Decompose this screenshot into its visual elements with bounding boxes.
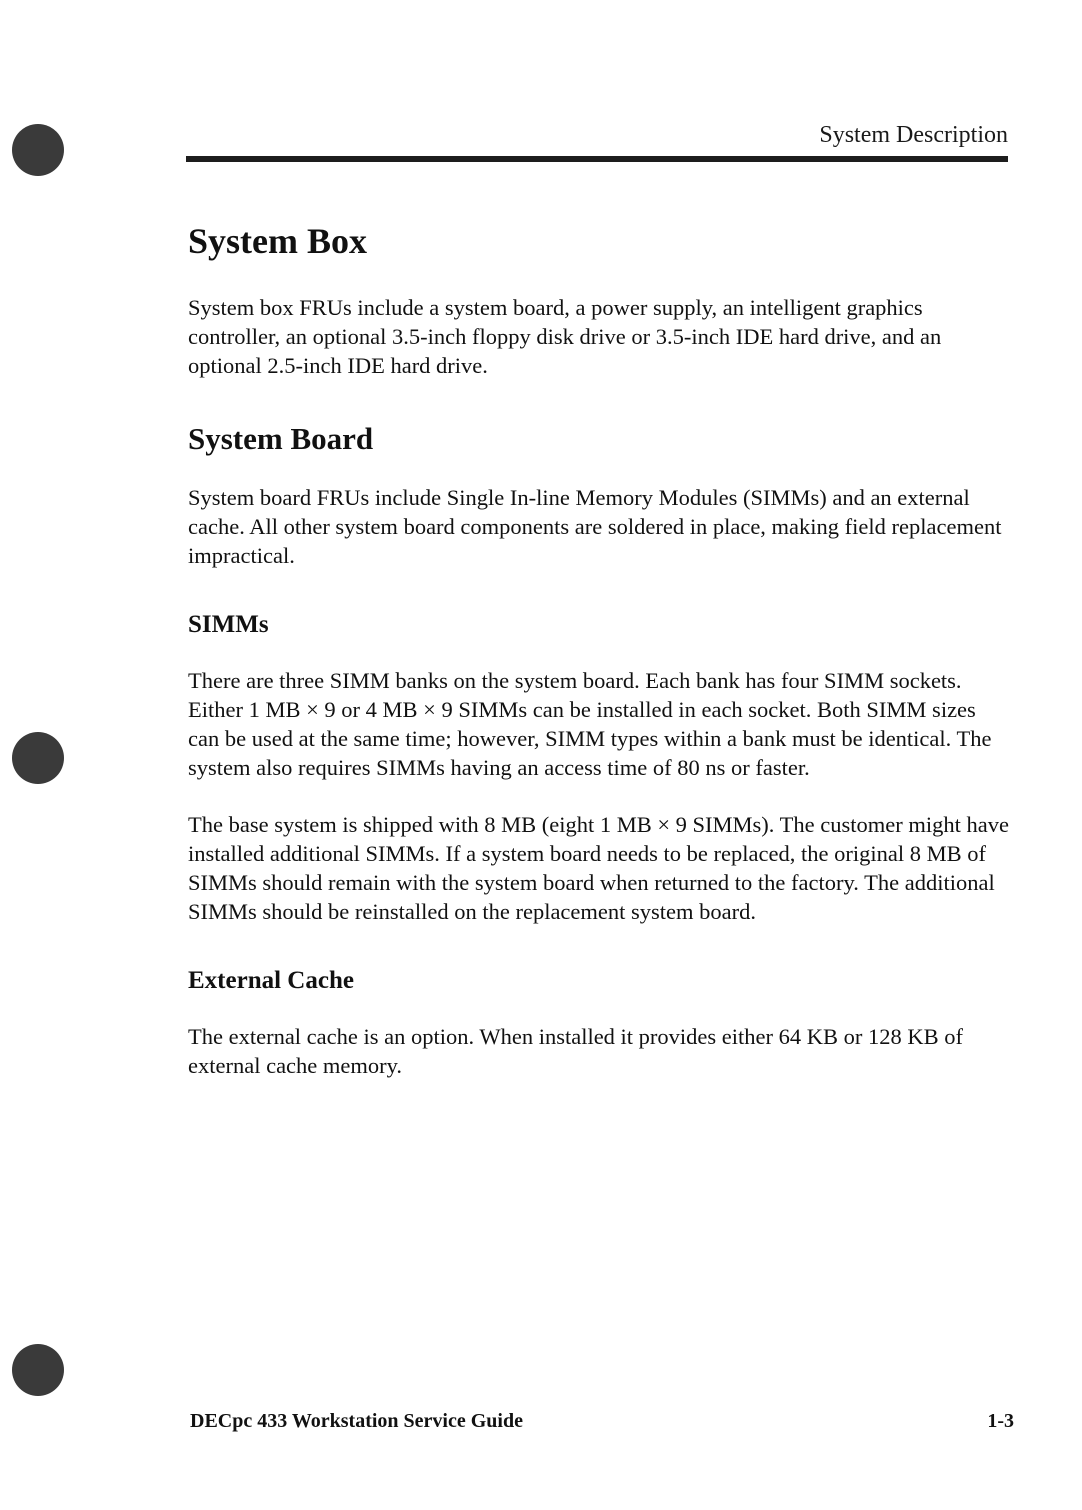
system-board-paragraph: System board FRUs include Single In-line Memory Modules (SIMMs) and an external cache. All other system board components are soldered in place, making field replacement impractical. [188,485,1002,569]
footer-page-number: 1-3 [987,1410,1014,1432]
binder-hole-bottom [12,1344,64,1396]
system-board-heading: System Board [188,421,374,457]
system-box-paragraph: System box FRUs include a system board, a power supply, an intelligent graphics controller, an optional 3.5-inch floppy disk drive or 3.5-inch IDE hard drive, and an optional 2.5-inch IDE hard drive. [188,295,942,379]
binder-hole-top [12,124,64,176]
footer-guide-title: DECpc 433 Workstation Service Guide [190,1410,523,1432]
binder-hole-middle [12,732,64,784]
simms-paragraph-1: There are three SIMM banks on the system board. Each bank has four SIMM sockets. Either 1 MB × 9 or 4 MB × 9 SIMMs can be installed in each socket. Both SIMM sizes can be used at the same time; however, SIMM types within a bank must be identical. The system also requires SIMMs having an access time of 80 ns or faster. [188,668,992,781]
external-cache-paragraph: The external cache is an option. When installed it provides either 64 KB or 128 KB of external cache memory. [188,1024,964,1079]
system-box-heading: System Box [188,221,367,261]
header-rule [186,156,1008,162]
external-cache-heading: External Cache [188,967,354,995]
page-content [188,220,1010,1108]
simms-heading: SIMMs [188,611,269,639]
simms-paragraph-2: The base system is shipped with 8 MB (eight 1 MB × 9 SIMMs). The customer might have installed additional SIMMs. If a system board needs to be replaced, the original 8 MB of SIMMs should remain with the system board when returned to the factory. The additional SIMMs should be reinstalled on the replacement system board. [188,812,1009,925]
running-head: System Description [819,122,1008,148]
